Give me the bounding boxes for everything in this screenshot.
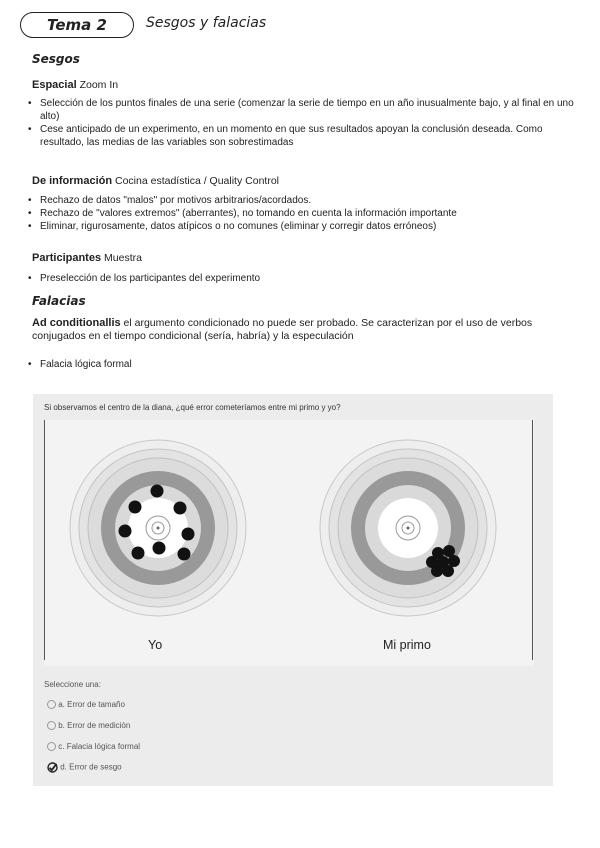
espacial-line — [32, 79, 118, 91]
tema-badge: Tema 2 — [20, 12, 134, 38]
option-letter: b. — [58, 721, 65, 730]
ad-conditionallis-paragraph — [32, 317, 572, 343]
list-item: • Selección de los puntos finales de una serie (comenzar la serie de tiempo en un año inusualmente bajo, y al final en uno alto) — [28, 97, 580, 123]
option-text: Error de sesgo — [69, 762, 122, 772]
radio-icon[interactable] — [47, 742, 56, 751]
option-text: Error de medición — [67, 721, 131, 730]
option-letter: d. — [60, 762, 67, 772]
shot-dot — [174, 502, 187, 515]
option-text: Error de tamaño — [67, 700, 125, 709]
option-b[interactable] — [47, 721, 130, 730]
informacion-value: Cocina estadística / Quality Control — [115, 175, 279, 187]
informacion-label: De información — [32, 175, 113, 187]
target-label-yo: Yo — [148, 638, 163, 652]
option-letter: c. — [58, 742, 65, 751]
option-text: Falacia lógica formal — [66, 742, 141, 751]
shot-dot — [153, 542, 166, 555]
target-label-mi-primo: Mi primo — [383, 638, 431, 652]
radio-icon[interactable] — [47, 700, 56, 709]
participantes-line — [32, 252, 142, 264]
checked-radio-icon[interactable] — [47, 762, 58, 773]
shot-dot — [178, 548, 191, 561]
option-c[interactable] — [47, 742, 140, 751]
participantes-list — [28, 272, 580, 285]
falacias-heading: Falacias — [32, 294, 86, 308]
quiz-question: Si observamos el centro de la diana, ¿qué error cometeríamos entre mi primo y yo? — [44, 403, 341, 412]
sesgos-heading: Sesgos — [32, 52, 80, 66]
shot-dot — [119, 525, 132, 538]
option-d[interactable] — [47, 762, 122, 773]
list-item: • Eliminar, rigurosamente, datos atípicos o no comunes (eliminar y corregir datos erróneos) — [28, 220, 580, 233]
option-a[interactable] — [47, 700, 125, 709]
list-item: • Rechazo de "valores extremos" (aberrantes), no tomando en cuenta la información importante — [28, 207, 580, 220]
radio-icon[interactable] — [47, 721, 56, 730]
espacial-label: Espacial — [32, 79, 77, 91]
select-label: Seleccione una: — [44, 680, 101, 689]
list-item: • Falacia lógica formal — [28, 358, 580, 371]
shot-dot — [431, 565, 443, 577]
ad-conditionallis-label: Ad conditionallis — [32, 317, 121, 329]
page-title: Sesgos y falacias — [146, 15, 267, 31]
shot-dot — [448, 555, 460, 567]
participantes-value: Muestra — [104, 252, 142, 264]
shot-dot — [442, 565, 454, 577]
participantes-label: Participantes — [32, 252, 102, 264]
shot-dot — [151, 485, 164, 498]
informacion-list — [28, 194, 580, 233]
list-item: • Cese anticipado de un experimento, en un momento en que sus resultados apoyan la conclusión deseada. Como resultado, las medias de las variables son sobrestimadas — [28, 123, 580, 149]
falacias-list — [28, 358, 580, 371]
option-letter: a. — [58, 700, 65, 709]
target-yo — [70, 440, 246, 616]
shot-dot — [182, 528, 195, 541]
list-item: • Rechazo de datos "malos" por motivos arbitrarios/acordados. — [28, 194, 580, 207]
espacial-value: Zoom In — [79, 79, 119, 91]
informacion-line — [32, 175, 279, 187]
target-mi-primo — [320, 440, 496, 616]
targets-figure — [44, 420, 534, 666]
shot-dot — [132, 547, 145, 560]
list-item: • Preselección de los participantes del experimento — [28, 272, 580, 285]
shot-dot — [129, 501, 142, 514]
espacial-list — [28, 97, 580, 149]
ad-conditionallis-text: el argumento condicionado no puede ser probado. Se caracterizan por el uso de verbos conjugados en el tiempo condicional (sería, habría) y la especulación — [32, 317, 533, 342]
